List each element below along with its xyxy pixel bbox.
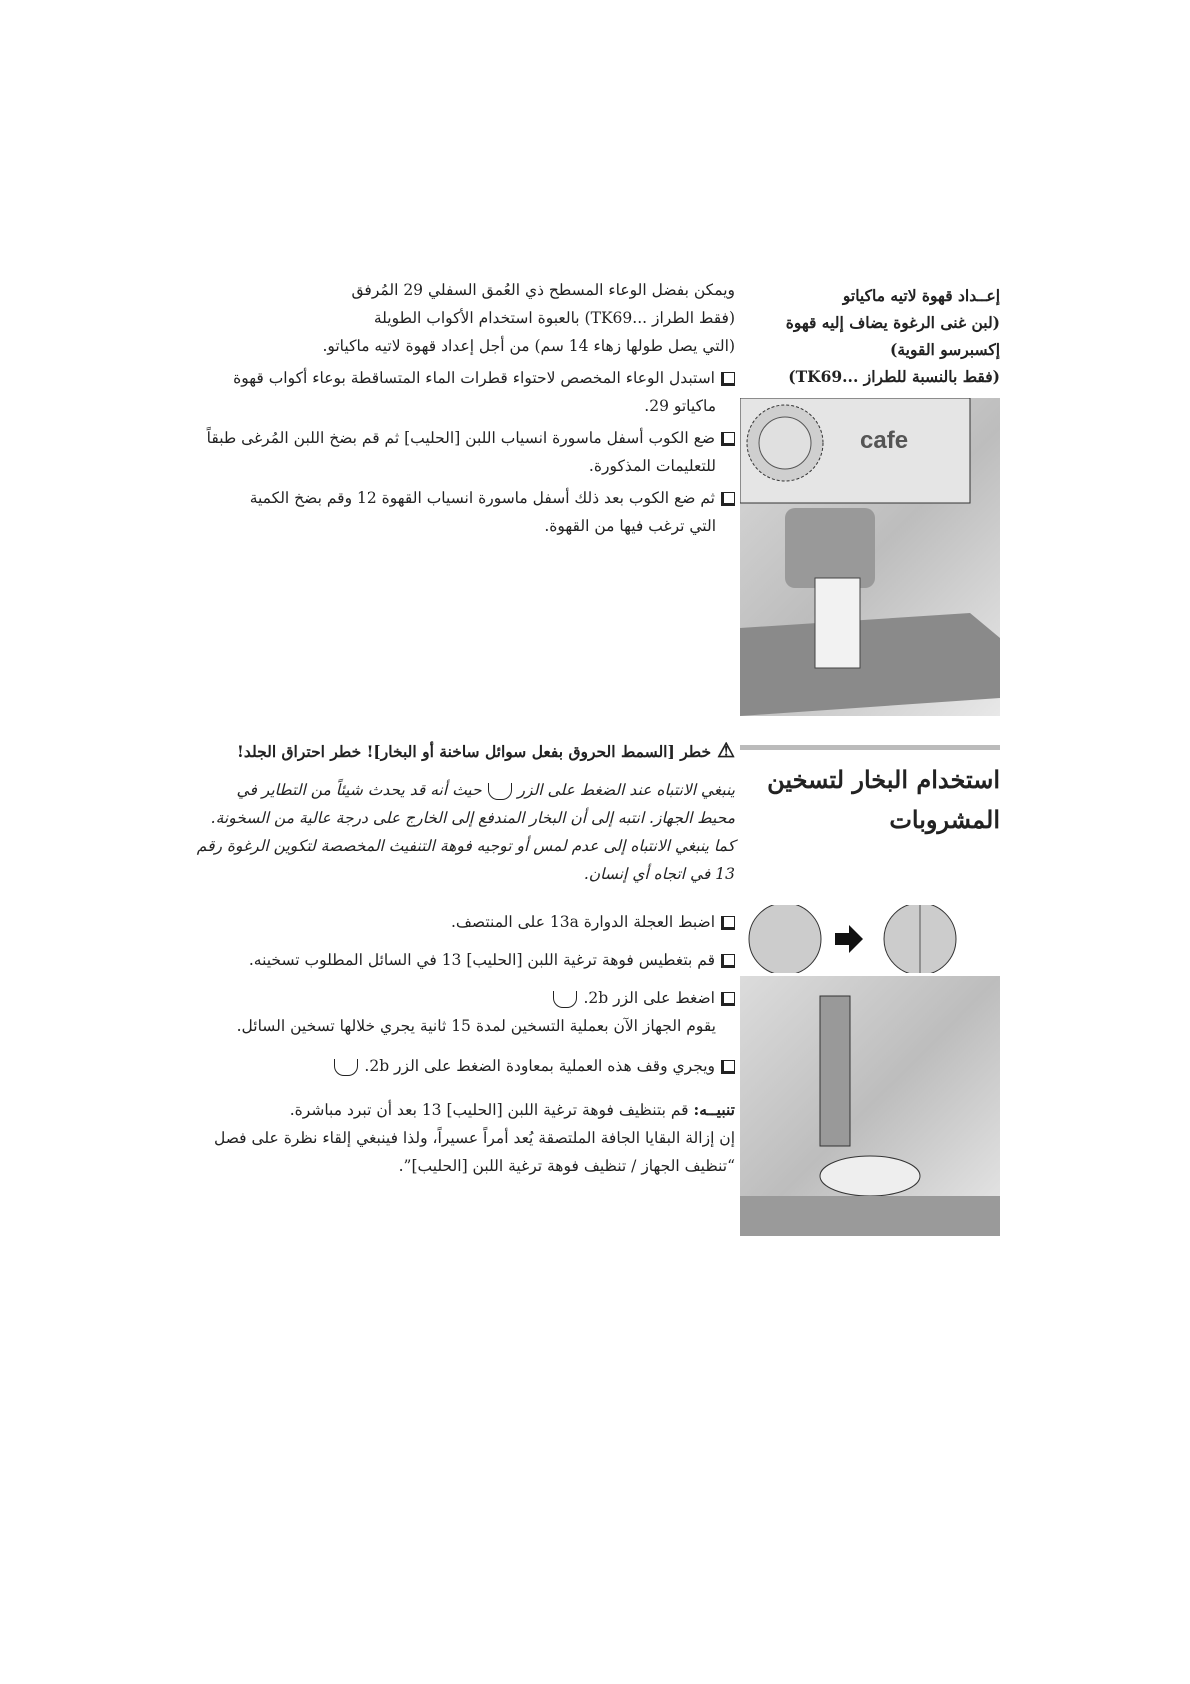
step-text: ضع الكوب أسفل ماسورة انسياب اللبن [الحليب] ثم قم بضخ اللبن المُرغى طبقاً xyxy=(206,429,715,447)
latte-heading xyxy=(786,282,1000,390)
intro-line: (التي يصل طولها زهاء 14 سم) من أجل إعداد قهوة لاتيه ماكياتو. xyxy=(322,337,735,355)
dial-illustration xyxy=(740,905,1000,973)
step-text: ماكياتو 29. xyxy=(644,397,716,415)
step-text: التي ترغب فيها من القهوة. xyxy=(544,517,716,535)
note xyxy=(290,1100,735,1120)
steam-step-2 xyxy=(249,950,735,970)
stop-step xyxy=(328,1056,735,1076)
warning-icon: ⚠ xyxy=(717,738,735,762)
step-text: للتعليمات المذكورة. xyxy=(588,457,716,475)
warning-line xyxy=(237,780,735,800)
step-text: قم بتغطيس فوهة ترغية اللبن [الحليب] 13 في السائل المطلوب تسخينه. xyxy=(248,951,715,969)
checkbox-icon xyxy=(721,372,735,386)
checkbox-icon xyxy=(721,916,735,930)
steam-button-icon xyxy=(334,1059,358,1076)
checkbox-icon xyxy=(721,954,735,968)
intro-line: (فقط الطراز ...TK69) بالعبوة استخدام الأكواب الطويلة xyxy=(373,309,735,327)
note-label: تنبيــه: xyxy=(693,1100,735,1119)
checkbox-icon xyxy=(721,492,735,506)
milk-jug-icon xyxy=(740,976,1000,1236)
warning-line: محيط الجهاز. انتبه إلى أن البخار المندفع إلى الخارج على درجة عالية من السخونة. xyxy=(210,809,735,827)
note-text: “تنظيف الجهاز / تنظيف فوهة ترغية اللبن [الحليب]”. xyxy=(398,1157,735,1175)
steam-button-icon xyxy=(553,991,577,1008)
checkbox-icon xyxy=(721,992,735,1006)
note-text: قم بتنظيف فوهة ترغية اللبن [الحليب] 13 بعد أن تبرد مباشرة. xyxy=(289,1101,689,1119)
rotary-dial-icon xyxy=(740,905,1000,973)
warning-line: كما ينبغي الانتباه إلى عدم لمس أو توجيه فوهة التنفيث المخصصة لتكوين الرغوة رقم xyxy=(196,837,735,855)
cafe-label: cafe xyxy=(860,427,909,454)
step-3 xyxy=(250,488,735,508)
heading-line: إعــداد قهوة لاتيه ماكياتو xyxy=(842,286,1000,305)
step-2 xyxy=(207,428,735,448)
steam-step-1 xyxy=(451,912,735,932)
heading-line: استخدام البخار لتسخين xyxy=(767,765,1000,794)
step-text: اضبط العجلة الدوارة 13a على المنتصف. xyxy=(450,913,715,931)
heading-line: (لبن غنى الرغوة يضاف إليه قهوة xyxy=(785,313,1000,332)
intro-line: ويمكن بفضل الوعاء المسطح ذي العُمق السفلي 29 المُرفق xyxy=(351,281,735,299)
checkbox-icon xyxy=(721,1060,735,1074)
note-text: إن إزالة البقايا الجافة الملتصقة يُعد أمراً عسيراً، ولذا فينبغي إلقاء نظرة على فصل xyxy=(213,1129,735,1147)
heating-note: يقوم الجهاز الآن بعملية التسخين لمدة 15 ثانية يجري خلالها تسخين السائل. xyxy=(236,1017,716,1035)
warning-title-text: خطر [السمط الحروق بفعل سوائل ساخنة أو البخار]! خطر احتراق الجلد! xyxy=(237,742,712,761)
divider xyxy=(740,745,1000,750)
checkbox-icon xyxy=(721,432,735,446)
heading-line: إكسبرسو القوية) xyxy=(890,340,1000,359)
heading-line: المشروبات xyxy=(889,805,1000,834)
frothing-nozzle-illustration xyxy=(740,976,1000,1236)
steam-heading xyxy=(767,760,1000,840)
machine-cafe-illustration xyxy=(740,398,1000,716)
steam-step-3 xyxy=(547,988,735,1008)
steam-button-icon xyxy=(488,783,512,800)
step-text: ثم ضع الكوب بعد ذلك أسفل ماسورة انسياب القهوة 12 وقم بضخ الكمية xyxy=(249,489,715,507)
step-text: اضغط على الزر 2b. xyxy=(583,989,715,1007)
warning-text: حيث أنه قد يحدث شيئاً من التطاير في xyxy=(236,781,482,799)
warning-line: 13 في اتجاه أي إنسان. xyxy=(583,865,735,883)
heading-line: (فقط بالنسبة للطراز ...TK69) xyxy=(788,367,1000,386)
step-text: ويجري وقف هذه العملية بمعاودة الضغط على الزر 2b. xyxy=(364,1057,715,1075)
warning-title xyxy=(237,740,735,762)
step-1 xyxy=(233,368,735,388)
warning-text: ينبغي الانتباه عند الضغط على الزر xyxy=(517,781,735,799)
coffee-machine-icon xyxy=(740,398,1000,716)
step-text: استبدل الوعاء المخصص لاحتواء قطرات الماء المتساقطة بوعاء أكواب قهوة xyxy=(233,369,715,387)
